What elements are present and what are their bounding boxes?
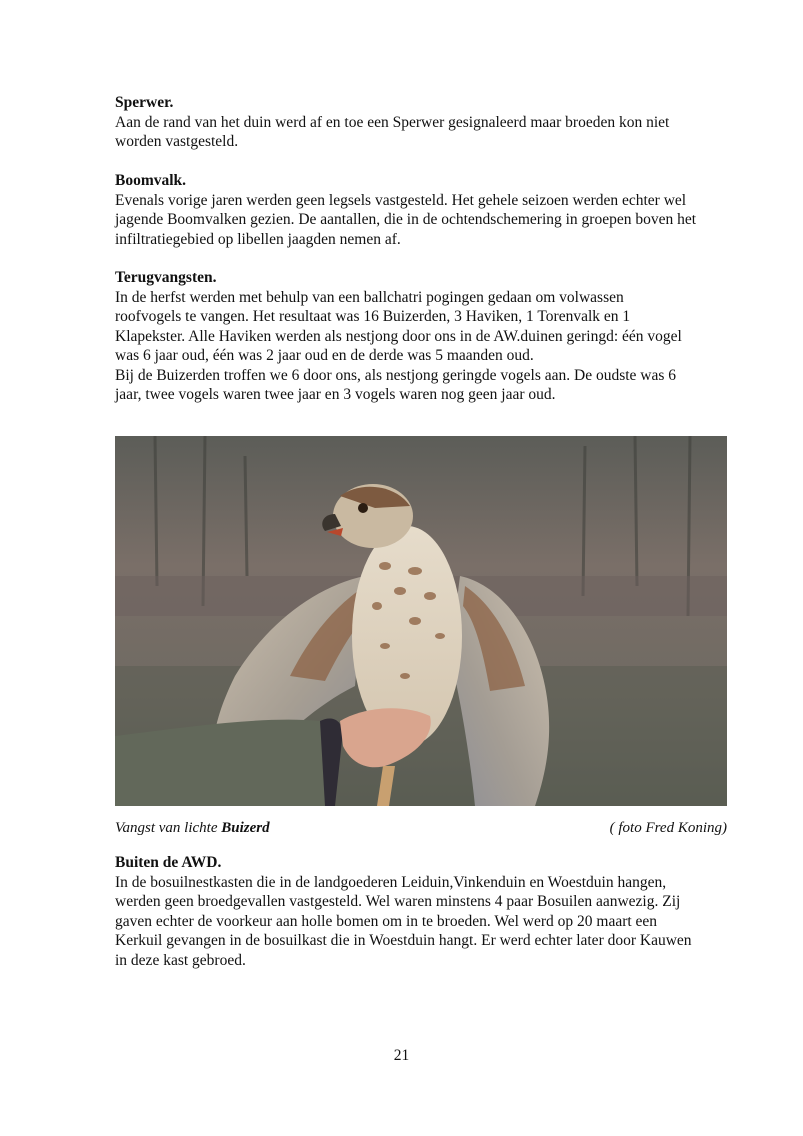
page-number: 21	[393, 1047, 410, 1064]
section-heading: Buiten de AWD.	[115, 854, 222, 871]
caption-bold: Buizerd	[221, 820, 270, 836]
section-buiten-de-awd	[115, 853, 735, 970]
section-heading: Boomvalk.	[115, 172, 187, 189]
section-heading: Sperwer.	[115, 94, 174, 111]
text-line: in deze kast gebroed.	[115, 951, 246, 969]
section-paragraph	[115, 288, 735, 405]
text-line: In de bosuilnestkasten die in de landgoederen Leiduin,Vinkenduin en Woestduin hangen,	[115, 873, 667, 891]
text-line: roofvogels te vangen. Het resultaat was 16 Buizerden, 3 Haviken, 1 Torenvalk en 1	[115, 308, 631, 325]
buzzard-photo	[115, 436, 727, 806]
section-paragraph	[115, 873, 735, 971]
text-line: werden geen broedgevallen vastgesteld. Wel waren minstens 4 paar Bosuilen aanwezig. Zij	[115, 893, 681, 910]
caption-text	[115, 818, 270, 838]
text-line: infiltratiegebied op libellen jaagden nemen af.	[115, 230, 401, 248]
photo-credit: ( foto Fred Koning)	[609, 820, 727, 836]
text-line: jaar, twee vogels waren twee jaar en 3 vogels waren nog geen jaar oud.	[115, 386, 556, 403]
section-paragraph	[115, 113, 735, 152]
text-line: In de herfst werden met behulp van een ballchatri pogingen gedaan om volwassen	[115, 288, 624, 306]
photo-caption	[115, 818, 727, 838]
text-line: Evenals vorige jaren werden geen legsels vastgesteld. Het gehele seizoen werden echter wel	[115, 191, 687, 209]
section-boomvalk	[115, 171, 735, 249]
text-line: jagende Boomvalken gezien. De aantallen, die in de ochtendschemering in groepen boven het	[115, 211, 697, 228]
text-line: was 6 jaar oud, één was 2 jaar oud en de derde was 5 maanden oud.	[115, 347, 534, 364]
caption-prefix: Vangst van lichte	[115, 820, 222, 836]
text-line: Kerkuil gevangen in de bosuilkast die in Woestduin hangt. Er werd echter later door Kauwen	[115, 932, 692, 949]
section-sperwer	[115, 93, 735, 152]
section-paragraph	[115, 191, 735, 250]
text-line: Aan de rand van het duin werd af en toe een Sperwer gesignaleerd maar broeden kon niet	[115, 113, 670, 131]
text-line: Bij de Buizerden troffen we 6 door ons, als nestjong geringde vogels aan. De oudste was 6	[115, 366, 677, 384]
text-line: Klapekster. Alle Haviken werden als nestjong door ons in de AW.duinen geringd: één vogel	[115, 327, 682, 345]
text-line: worden vastgesteld.	[115, 133, 239, 150]
section-terugvangsten	[115, 268, 735, 405]
section-heading: Terugvangsten.	[115, 269, 217, 286]
text-line: gaven echter de voorkeur aan holle bomen om in te broeden. Wel werd op 20 maart een	[115, 912, 658, 930]
